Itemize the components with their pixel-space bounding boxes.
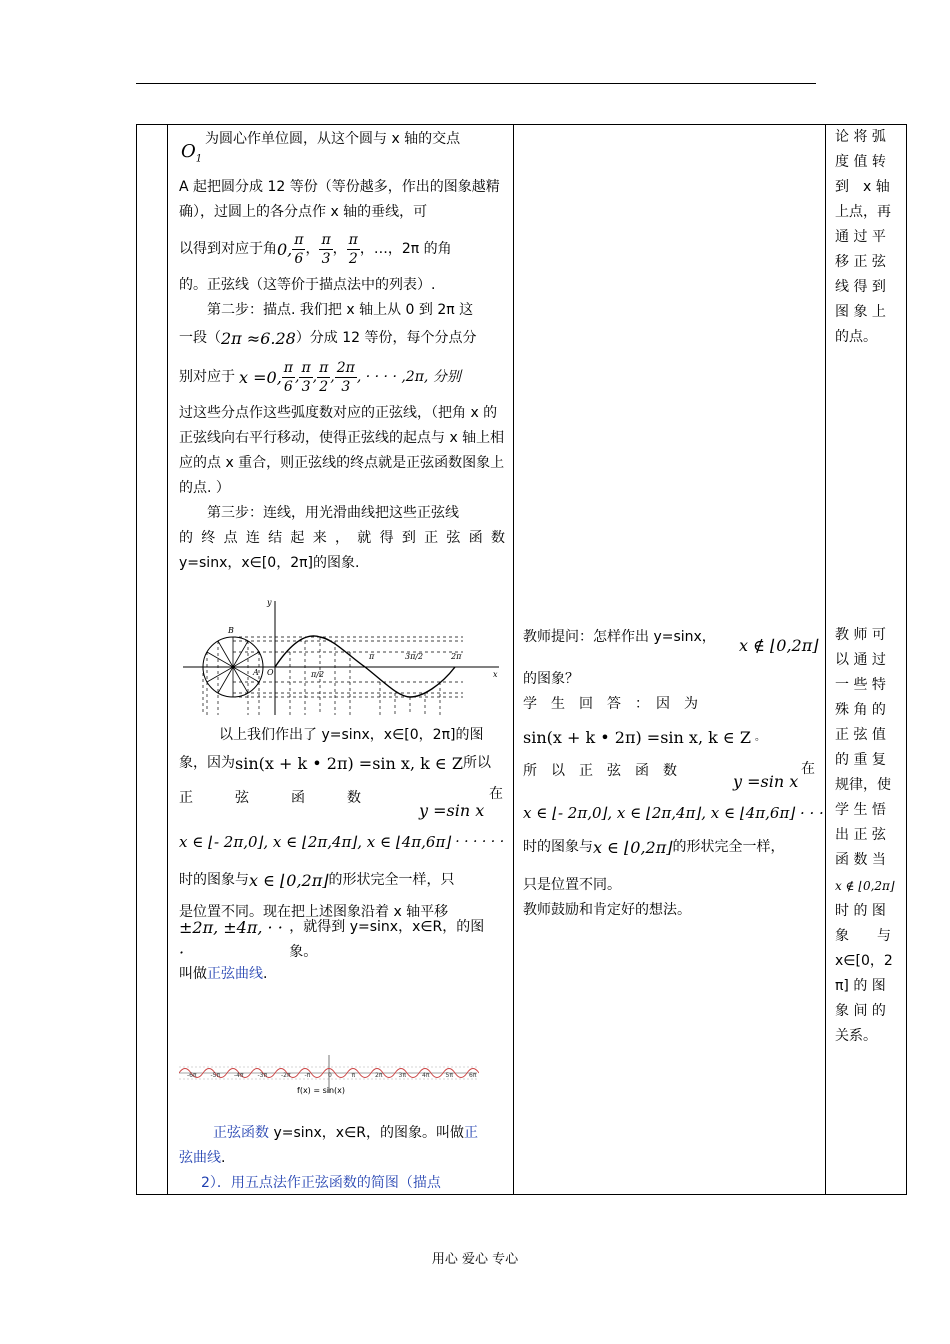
- para-1-text: A 起把圆分成 12 等份（等份越多，作出的图象越精确），过圆上的各分点作 x 轴的垂线，可: [179, 179, 500, 220]
- math-zero: 0,: [277, 239, 293, 259]
- note-line: 移 正 弦: [835, 254, 886, 270]
- teacher-feedback: 教师鼓励和肯定好的想法。: [523, 902, 691, 918]
- note-line: 时 的 图: [835, 903, 886, 919]
- para-2-line: 一段（ 2π ≈6.28 ）分成 12 等份，每个分点分: [179, 323, 505, 353]
- tick-3pi-2-label: 3π/2: [405, 652, 424, 661]
- student-answer-formula: sin(x + k • 2π) =sin x, k ∈ Z 。: [523, 717, 819, 757]
- fraction-pi-3: $\frac{\pi}{3}$: [321, 231, 331, 267]
- content-column-bottom: [179, 1121, 505, 1196]
- para-2-text: 第二步：描点. 我们把 x 轴上从 0 到 2π 这: [207, 302, 474, 318]
- para-4-text: 是位置不同。现在把上述图象沿着 x 轴平移: [179, 904, 449, 920]
- teacher-question: 教师提问：怎样作出 y=sinx， x ∉ ⌊0,2π⌋: [523, 621, 819, 657]
- wave-tick-label: 0: [328, 1072, 332, 1079]
- column-divider: [513, 125, 514, 1194]
- wave-tick-label: -3π: [257, 1072, 268, 1079]
- interval-list: x ∈ ⌊- 2π,0⌋, x ∈ ⌊2π,4π⌋, x ∈ ⌊4π,6π⌋ · · ·: [523, 803, 824, 822]
- note-line: 象 与: [835, 928, 891, 944]
- note-line: 的点。: [835, 329, 877, 345]
- term-sine-function: 正弦函数: [213, 1125, 269, 1141]
- para-4-ranges: x ∈ ⌊- 2π,0⌋, x ∈ ⌊2π,4π⌋, x ∈ ⌊4π,6π⌋ · · · · · ·: [179, 824, 505, 860]
- interval-not-in: x ∉ ⌊0,2π⌋: [739, 636, 819, 655]
- note-line: 规律，使: [835, 777, 891, 793]
- note-line: 线 得 到: [835, 279, 886, 295]
- column-divider: [167, 125, 168, 1194]
- periodicity-formula: sin(x + k • 2π) =sin x, k ∈ Z: [235, 753, 463, 773]
- wave-tick-label: π: [351, 1072, 356, 1079]
- note-line: 出 正 弦: [835, 827, 886, 843]
- y-equals-sin-x: y =sin x: [419, 801, 485, 820]
- note-line: 象 间 的: [835, 1003, 886, 1019]
- wave-tick-label: 4π: [422, 1072, 430, 1079]
- para-1-text: 以得到对应于角: [179, 240, 277, 257]
- y-axis-label: y: [267, 598, 272, 607]
- note-line: 学 生 悟: [835, 802, 886, 818]
- notes-interval: x ∉ ⌊0,2π⌋: [835, 878, 895, 893]
- note-line: 以 通 过: [835, 652, 886, 668]
- fraction-pi-2: $\frac{\pi}{2}$: [348, 231, 358, 267]
- note-line: 图 象 上: [835, 304, 886, 320]
- wave-tick-label: -π: [304, 1072, 311, 1079]
- para-3-text: 第三步：连线，用光滑曲线把这些正弦线: [207, 505, 459, 521]
- para-4-sine-line: 正 弦 函 数 y =sin x 在: [179, 778, 505, 824]
- wave-tick-label: 3π: [398, 1072, 406, 1079]
- content-column: [179, 125, 505, 576]
- note-line: 的 重 复: [835, 752, 886, 768]
- note-line: 一 些 特: [835, 677, 886, 693]
- fraction-2pi-3: $\frac{2\pi}{3}$: [336, 359, 355, 395]
- section-heading-five-point: 2）．用五点法作正弦函数的简图（描点: [201, 1175, 441, 1191]
- term-sine-curve: 弦曲线: [179, 1150, 221, 1166]
- interval-0-2pi: x ∈ ⌊0,2π⌋: [249, 870, 329, 890]
- para-1-text: 的。正弦线（这等价于描点法中的列表）.: [179, 277, 436, 293]
- sine-wave-figure: [179, 1051, 479, 1099]
- page-footer: 用心 爱心 专心: [431, 1252, 519, 1267]
- fraction-pi-2: $\frac{\pi}{2}$: [319, 359, 329, 395]
- column-divider: [825, 125, 826, 1194]
- teacher-question-end: 的图象？: [523, 671, 579, 687]
- sine-curve: [275, 636, 455, 697]
- note-line: 上点，再: [835, 204, 891, 220]
- x-axis-label: x: [493, 670, 498, 679]
- note-line: x∈[0，2: [835, 953, 893, 969]
- para-2-text: 过这些分点作这些弧度数对应的正弦线，（把角 x 的正弦线向右平行移动，使得正弦线的起点与 x 轴上相应的点 x 重合，则正弦线的终点就是正弦函数图象上的点. ）: [179, 405, 505, 496]
- para-4-text: 以上我们作出了 y=sinx，x∈[0，2π]的图: [219, 727, 484, 743]
- para-4-formula-line: 象，因为 sin(x + k • 2π) =sin x, k ∈ Z 所以: [179, 748, 505, 778]
- note-line: 教 师 可: [835, 627, 886, 643]
- interval-list: x ∈ ⌊- 2π,0⌋, x ∈ ⌊2π,4π⌋, x ∈ ⌊4π,6π⌋: [179, 832, 452, 851]
- para-1-angles: 以得到对应于角 0, $\frac{\pi}{6}$ ， $\frac{\pi}{3}$ ， $\frac{\pi}{2}$ ，…，2π 的角: [179, 231, 452, 267]
- lesson-table: [136, 124, 907, 1195]
- note-line: 度 值 转: [835, 154, 886, 170]
- header-rule: [136, 83, 816, 84]
- student-answer-sine: 所 以 正 弦 函 数 y =sin x 在: [523, 757, 819, 793]
- unit-circle-sine-figure: [183, 595, 503, 720]
- tick-pi-label: π: [369, 652, 375, 661]
- math-2pi-approx: 2π ≈6.28: [221, 328, 296, 348]
- interval-0-2pi: x ∈ ⌊0,2π⌋: [593, 837, 673, 857]
- activity-column: [523, 621, 824, 923]
- para-4-compare: 时的图象与 x ∈ ⌊0,2π⌋ 的形状完全一样，只: [179, 860, 505, 900]
- wave-tick-label: 2π: [375, 1072, 383, 1079]
- note-line: 到 x 轴: [835, 179, 890, 195]
- note-line: 关系。: [835, 1028, 877, 1044]
- fraction-pi-6: $\frac{\pi}{6}$: [294, 231, 304, 267]
- student-answer: 学 生 回 答 ： 因 为: [523, 696, 698, 712]
- para-1-line-1: [179, 125, 505, 175]
- y-equals-sin-x: y =sin x: [733, 772, 799, 791]
- para-5-cont: 弦曲线.: [179, 1150, 226, 1166]
- para-4-term: 叫做 正弦曲线 .: [179, 955, 505, 993]
- origin-label: O: [267, 668, 274, 677]
- term-sine-curve: 正弦曲线: [207, 965, 263, 982]
- para-2-text: , · · · · ,2π, 分别: [356, 368, 461, 385]
- para-1-text: ，…，2π 的角: [359, 240, 452, 257]
- wave-function-label: f(x) = sin(x): [297, 1086, 346, 1095]
- para-3-text: y=sinx，x∈[0，2π]的图象.: [179, 555, 360, 571]
- wave-tick-label: 6π: [469, 1072, 477, 1079]
- o1-symbol: $O_1$: [181, 141, 203, 165]
- note-line: 正 弦 值: [835, 727, 886, 743]
- tick-pi-2-label: π/2: [311, 670, 325, 679]
- wave-tick-label: -6π: [187, 1072, 197, 1079]
- notes-column-top: [835, 125, 901, 350]
- fraction-pi-3: $\frac{\pi}{3}$: [301, 359, 311, 395]
- point-b-label: B: [228, 626, 234, 635]
- note-line: 论 将 弧: [835, 129, 886, 145]
- note-line: 通 过 平: [835, 229, 886, 245]
- notes-column-bottom: [835, 623, 901, 1049]
- para-4-shift: ±2π, ±4π, · · · ，就得到 y=sinx，x∈R，的图象。: [179, 925, 505, 955]
- periodicity-formula: sin(x + k • 2π) =sin x, k ∈ Z: [523, 727, 751, 747]
- para-2-points: 别对应于 x =0, $\frac{\pi}{6}$ , $\frac{\pi}{3}$ , $\frac{\pi}{2}$ , $\frac{2\pi}{3}$ , · · · · ,2π, 分别: [179, 359, 461, 395]
- para-5: 正弦函数 y=sinx，x∈R，的图象。叫做正: [213, 1125, 479, 1141]
- content-column-lower: [179, 723, 505, 993]
- wave-tick-label: 5π: [445, 1072, 453, 1079]
- student-answer-end: 只是位置不同。: [523, 877, 621, 893]
- point-a-label: A: [253, 668, 259, 677]
- tick-2pi-label: 2π: [451, 652, 462, 661]
- para-1-text: 为圆心作单位圆，从这个圆与 x 轴的交点: [205, 131, 461, 147]
- note-line: 函 数 当: [835, 852, 886, 868]
- note-line: π] 的 图: [835, 978, 886, 994]
- math-x-equals: x =0,: [239, 367, 282, 387]
- para-3-text: 的 终 点 连 结 起 来 ， 就 得 到 正 弦 函 数: [179, 530, 505, 546]
- wave-tick-label: -2π: [281, 1072, 291, 1079]
- wave-tick-label: -4π: [234, 1072, 244, 1079]
- student-answer-compare: 时的图象与 x ∈ ⌊0,2π⌋ 的形状完全一样，: [523, 833, 819, 861]
- shift-amounts: ±2π, ±4π, · · ·: [179, 918, 283, 962]
- fraction-pi-6: $\frac{\pi}{6}$: [283, 359, 293, 395]
- wave-tick-label: -5π: [210, 1072, 221, 1079]
- note-line: 殊 角 的: [835, 702, 886, 718]
- student-answer-ranges: [523, 793, 824, 833]
